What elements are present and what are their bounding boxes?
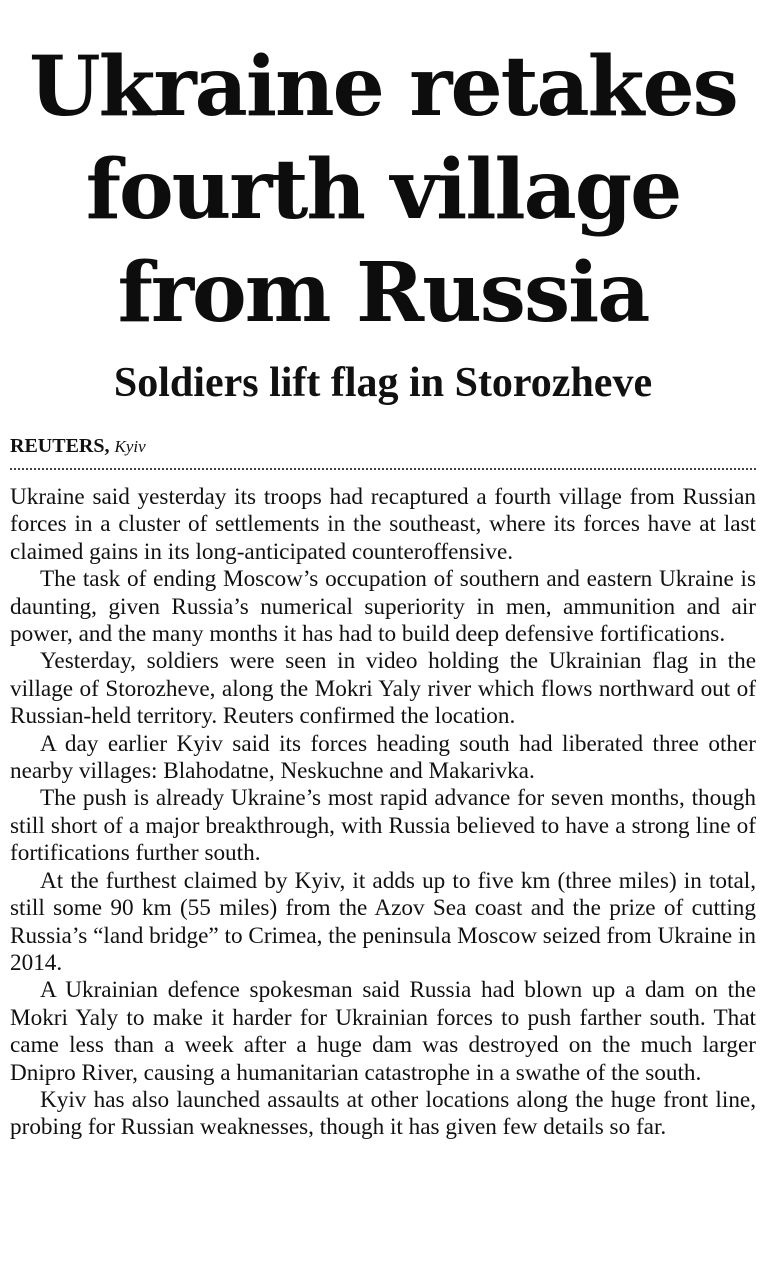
paragraph-6: At the furthest claimed by Kyiv, it adds up to five km (three miles) in total, still some 90 km (55 miles) from the Azov Sea coast and the prize of cutting Russia’s “land bridge” to Crimea, the peninsula Moscow seized from Ukraine in 2014. xyxy=(10,867,756,976)
headline xyxy=(10,0,756,345)
paragraph-4: A day earlier Kyiv said its forces heading south had liberated three other nearby villages: Blahodatne, Neskuchne and Makarivka. xyxy=(10,730,756,785)
paragraph-3: Yesterday, soldiers were seen in video holding the Ukrainian flag in the village of Storozheve, along the Mokri Yaly river which flows northward out of Russian-held territory. Reuters confirmed the location. xyxy=(10,648,756,730)
paragraph-1: Ukraine said yesterday its troops had recaptured a fourth village from Russian forces in a cluster of settlements in the southeast, where its forces have at last claimed gains in its long-anticipated counteroffensive. xyxy=(10,484,756,565)
news-article xyxy=(10,0,756,1280)
paragraph-7: A Ukrainian defence spokesman said Russia had blown up a dam on the Mokri Yaly to make it harder for Ukrainian forces to push farther south. That came less than a week after a huge dam was destroyed on the much larger Dnipro River, causing a humanitarian catastrophe in a swathe of the south. xyxy=(10,977,756,1086)
byline-agency: REUTERS, xyxy=(10,435,110,457)
subheadline: Soldiers lift flag in Storozheve xyxy=(113,360,653,406)
paragraph-2: The task of ending Moscow’s occupation of southern and eastern Ukraine is daunting, given Russia’s numerical superiority in men, ammunition and air power, and the many months it has had to build deep defensive fortifications. xyxy=(10,566,756,648)
byline xyxy=(10,434,756,470)
headline-line-1: Ukraine retakes xyxy=(29,39,737,135)
headline-line-2: fourth village xyxy=(85,142,681,238)
byline-location: Kyiv xyxy=(114,437,146,456)
headline-line-3: from Russia xyxy=(117,245,649,341)
paragraph-5: The push is already Ukraine’s most rapid advance for seven months, though still short of a major breakthrough, with Russia believed to have a strong line of fortifications further south. xyxy=(10,785,756,867)
paragraph-8: Kyiv has also launched assaults at other locations along the huge front line, probing for Russian weaknesses, though it has given few details so far. xyxy=(10,1086,756,1141)
article-body xyxy=(10,484,756,1142)
